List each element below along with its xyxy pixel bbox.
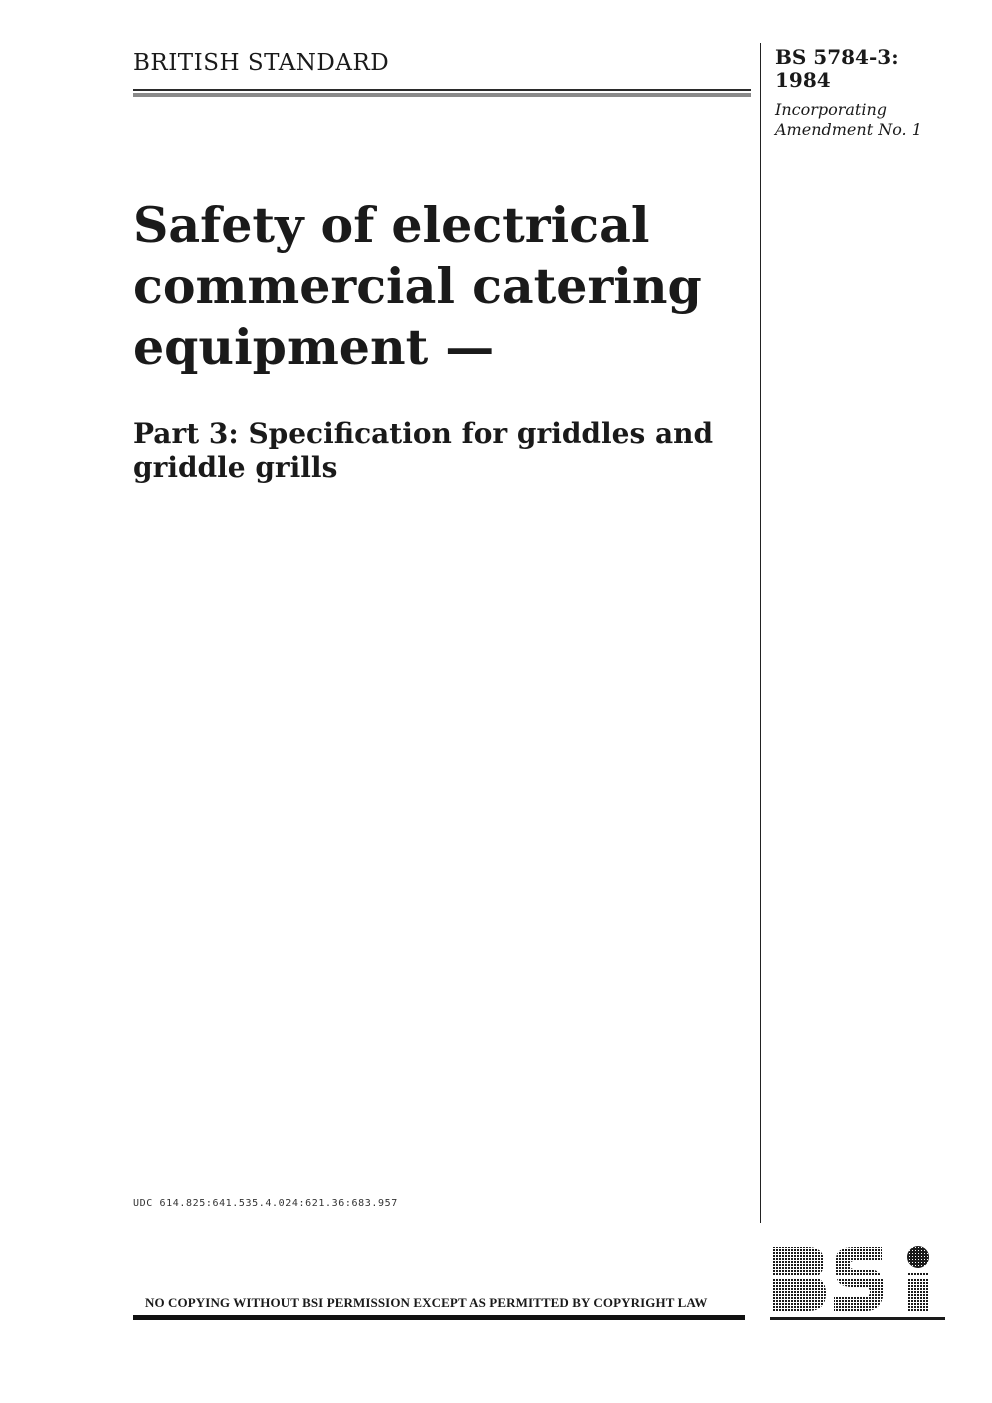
bsi-logo-icon <box>770 1243 945 1321</box>
document-title <box>133 195 743 378</box>
standard-number <box>775 46 899 92</box>
copyright-notice: NO COPYING WITHOUT BSI PERMISSION EXCEPT AS PERMITTED BY COPYRIGHT LAW <box>145 1295 708 1310</box>
title-line2: commercial catering <box>133 257 702 315</box>
amendment-note-line1: Incorporating <box>775 100 888 119</box>
subtitle-line1: Part 3: Specification for griddles and <box>133 417 714 450</box>
amendment-note <box>775 100 922 140</box>
standard-number-line2: 1984 <box>775 68 831 92</box>
udc-classification: UDC 614.825:641.535.4.024:621.36:683.957 <box>133 1198 398 1209</box>
title-line1: Safety of electrical <box>133 196 650 254</box>
subtitle-line2: griddle grills <box>133 451 338 484</box>
document-subtitle <box>133 417 743 485</box>
vertical-divider <box>760 43 761 1223</box>
standard-number-line1: BS 5784-3: <box>775 45 899 69</box>
header-rule <box>133 89 751 97</box>
title-line3: equipment — <box>133 318 495 376</box>
series-label: BRITISH STANDARD <box>133 50 390 76</box>
amendment-note-line2: Amendment No. 1 <box>775 120 922 139</box>
footer-rule <box>133 1315 745 1320</box>
